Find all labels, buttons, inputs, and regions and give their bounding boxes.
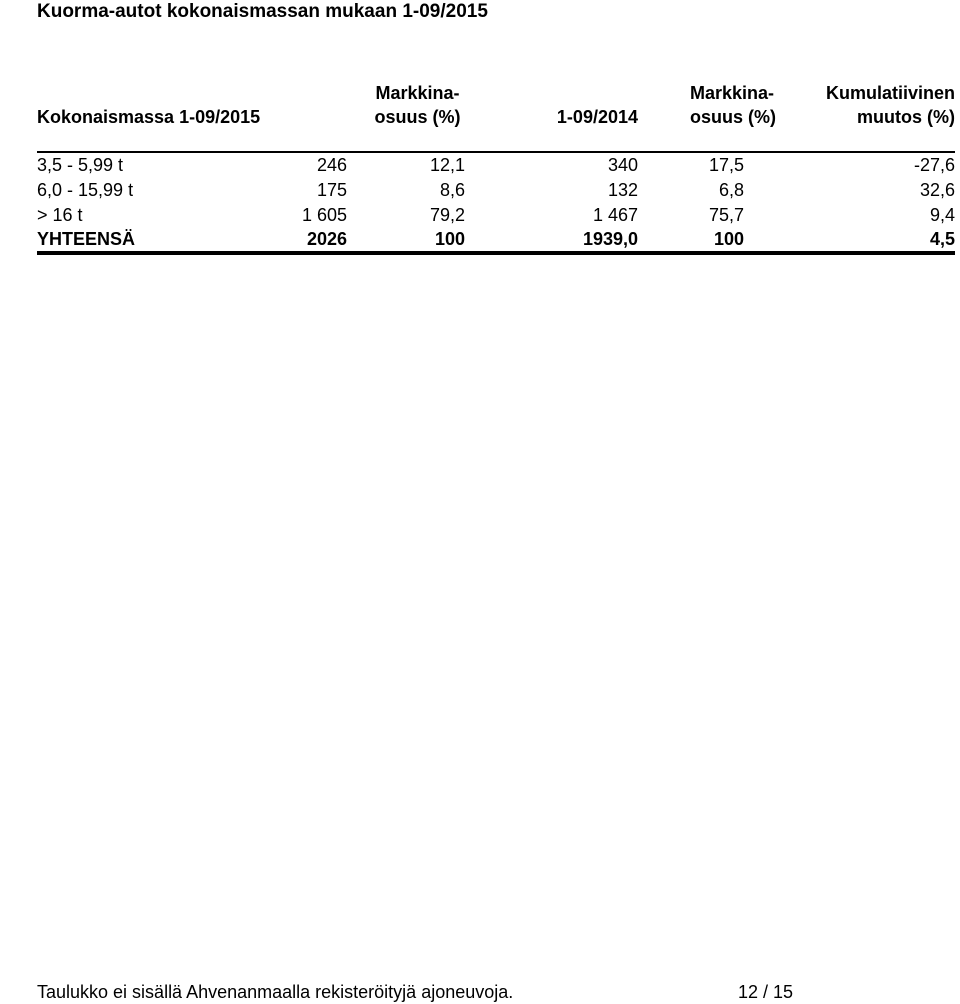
cell-change: 32,6 [919,180,955,200]
header-line: Markkina- [690,83,775,103]
cell-count-2014: 132 [607,180,638,200]
cell-count-2014: 340 [607,155,638,175]
header-period-2014: 1-09/2014 [556,107,638,127]
header-total-mass-2015: Kokonaismassa 1-09/2015 [37,107,261,127]
cell-share-2015: 12,1 [429,155,465,175]
table-header-row [37,73,955,129]
table-row [37,152,955,178]
cell-change: -27,6 [913,155,955,175]
cell-total-change: 4,5 [929,229,955,249]
cell-share-2014: 6,8 [718,180,744,200]
market-share-table [37,73,955,255]
cell-mass-class: > 16 t [37,205,83,225]
table-row [37,203,955,228]
page-title: Kuorma-autot kokonaismassan mukaan 1-09/2015 [37,1,488,22]
cell-total-share-2014: 100 [713,229,744,249]
header-line: Kumulatiivinen [825,83,955,103]
cell-total-count-2014: 1939,0 [582,229,638,249]
header-line: Markkina- [375,83,460,103]
cell-mass-class: 3,5 - 5,99 t [37,155,124,175]
table-row [37,178,955,203]
footer-note: Taulukko ei sisällä Ahvenanmaalla rekisteröityjä ajoneuvoja. [37,982,514,1002]
header-line: muutos (%) [857,107,955,127]
header-market-share-2014 [638,73,777,129]
cell-total-label: YHTEENSÄ [37,229,136,249]
cell-share-2015: 79,2 [429,205,465,225]
page-number: 12 / 15 [738,982,794,1002]
header-market-share-2015 [308,73,467,129]
cell-total-count-2015: 2026 [306,229,347,249]
header-separator [37,129,955,152]
cell-count-2014: 1 467 [592,205,638,225]
header-line: osuus (%) [690,107,777,127]
header-line: osuus (%) [374,107,461,127]
cell-total-share-2015: 100 [434,229,465,249]
cell-count-2015: 175 [316,180,347,200]
cell-share-2014: 75,7 [708,205,744,225]
cell-share-2015: 8,6 [439,180,465,200]
cell-count-2015: 246 [316,155,347,175]
total-cells [37,228,955,253]
row-cells [37,152,955,178]
header-cumulative-change [763,73,955,129]
cell-change: 9,4 [929,205,955,225]
table-total-row [37,228,955,253]
cell-mass-class: 6,0 - 15,99 t [37,180,134,200]
row-cells [37,203,955,228]
row-cells [37,178,955,203]
cell-share-2014: 17,5 [708,155,744,175]
cell-count-2015: 1 605 [301,205,347,225]
